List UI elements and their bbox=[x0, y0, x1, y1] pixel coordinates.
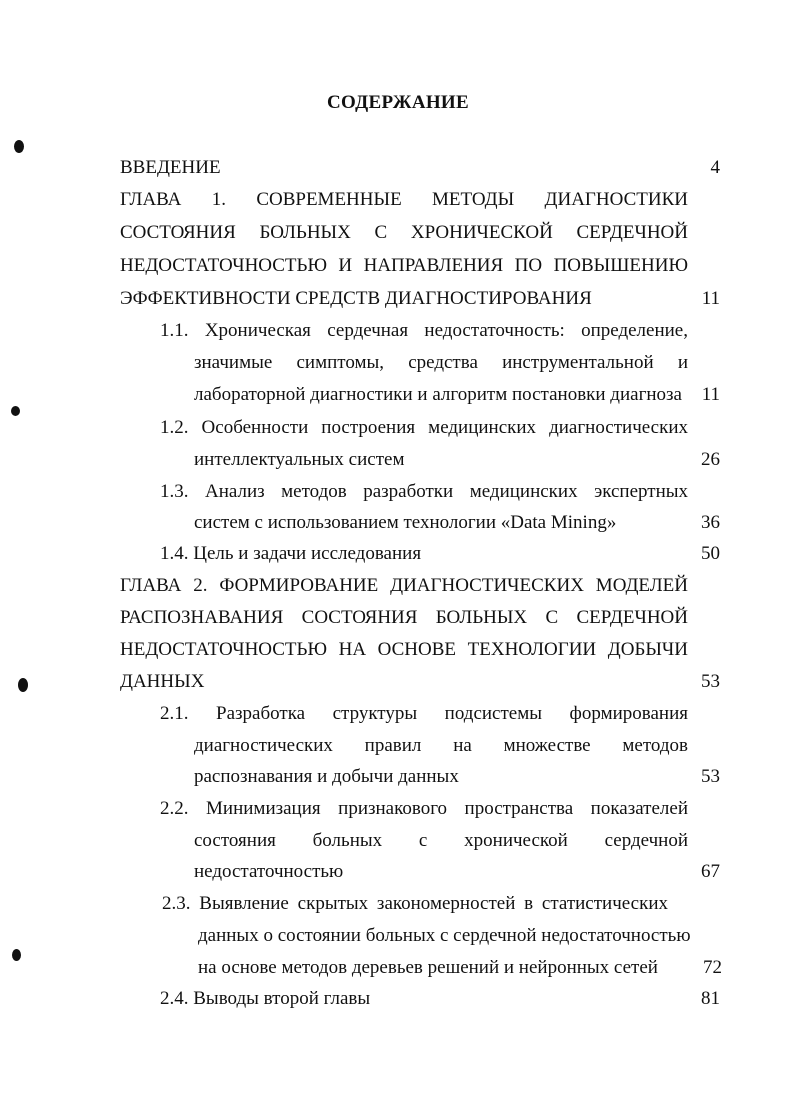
toc-section-line: состояния больных с хронической сердечной bbox=[194, 830, 688, 851]
toc-chapter-line: ДАННЫХ bbox=[120, 671, 205, 692]
toc-section-line: интеллектуальных систем bbox=[194, 449, 405, 470]
toc-page-number: 11 bbox=[701, 288, 720, 309]
toc-section-line: распознавания и добычи данных bbox=[194, 766, 459, 787]
scan-mark bbox=[18, 678, 28, 692]
toc-page-number: 36 bbox=[701, 512, 720, 533]
toc-page-number: 4 bbox=[710, 157, 720, 178]
toc-section-line: 1.1. Хроническая сердечная недостаточность: определение, bbox=[160, 320, 688, 341]
toc-chapter-line: ГЛАВА 2. ФОРМИРОВАНИЕ ДИАГНОСТИЧЕСКИХ МОДЕЛЕЙ bbox=[120, 575, 688, 596]
toc-section-line: недостаточностью bbox=[194, 861, 344, 882]
toc-page-number: 81 bbox=[701, 988, 720, 1009]
toc-section-line: 2.3. Выявление скрытых закономерностей в статистических bbox=[162, 893, 668, 914]
scan-mark bbox=[12, 949, 21, 961]
toc-section-line: значимые симптомы, средства инструментальной и bbox=[194, 352, 688, 373]
toc-page-number: 26 bbox=[701, 449, 720, 470]
toc-section-line: 1.4. Цель и задачи исследования bbox=[160, 543, 422, 564]
toc-page-number: 11 bbox=[701, 384, 720, 405]
toc-chapter-line: СОСТОЯНИЯ БОЛЬНЫХ С ХРОНИЧЕСКОЙ СЕРДЕЧНОЙ bbox=[120, 222, 688, 243]
toc-section-line: систем с использованием технологии «Data Mining» bbox=[194, 512, 617, 533]
toc-chapter-line: ГЛАВА 1. СОВРЕМЕННЫЕ МЕТОДЫ ДИАГНОСТИКИ bbox=[120, 189, 688, 210]
scan-mark bbox=[11, 406, 20, 416]
toc-section-line: 2.2. Минимизация признакового пространства показателей bbox=[160, 798, 688, 819]
toc-section-line: диагностических правил на множестве методов bbox=[194, 735, 688, 756]
toc-page-number: 67 bbox=[701, 861, 720, 882]
toc-chapter-line: РАСПОЗНАВАНИЯ СОСТОЯНИЯ БОЛЬНЫХ С СЕРДЕЧНОЙ bbox=[120, 607, 688, 628]
toc-section-line: на основе методов деревьев решений и нейронных сетей bbox=[198, 957, 658, 978]
toc-section-line: 2.1. Разработка структуры подсистемы формирования bbox=[160, 703, 688, 724]
toc-page-number: 53 bbox=[701, 766, 720, 787]
toc-chapter-line: НЕДОСТАТОЧНОСТЬЮ И НАПРАВЛЕНИЯ ПО ПОВЫШЕНИЮ bbox=[120, 255, 688, 276]
toc-chapter-line: НЕДОСТАТОЧНОСТЬЮ НА ОСНОВЕ ТЕХНОЛОГИИ ДОБЫЧИ bbox=[120, 639, 688, 660]
toc-chapter-line: ЭФФЕКТИВНОСТИ СРЕДСТВ ДИАГНОСТИРОВАНИЯ bbox=[120, 288, 592, 309]
toc-page-number: 50 bbox=[701, 543, 720, 564]
toc-section-line: 1.2. Особенности построения медицинских диагностических bbox=[160, 417, 688, 438]
toc-entry-intro: ВВЕДЕНИЕ bbox=[120, 157, 221, 178]
scan-mark bbox=[14, 140, 24, 153]
toc-page-number: 72 bbox=[703, 957, 722, 978]
toc-section-line: лабораторной диагностики и алгоритм постановки диагноза bbox=[194, 384, 682, 405]
toc-page-number: 53 bbox=[701, 671, 720, 692]
toc-section-line: 1.3. Анализ методов разработки медицинских экспертных bbox=[160, 481, 688, 502]
page-title: СОДЕРЖАНИЕ bbox=[327, 92, 469, 113]
toc-section-line: 2.4. Выводы второй главы bbox=[160, 988, 371, 1009]
toc-section-line: данных о состоянии больных с сердечной недостаточностью bbox=[198, 925, 691, 946]
